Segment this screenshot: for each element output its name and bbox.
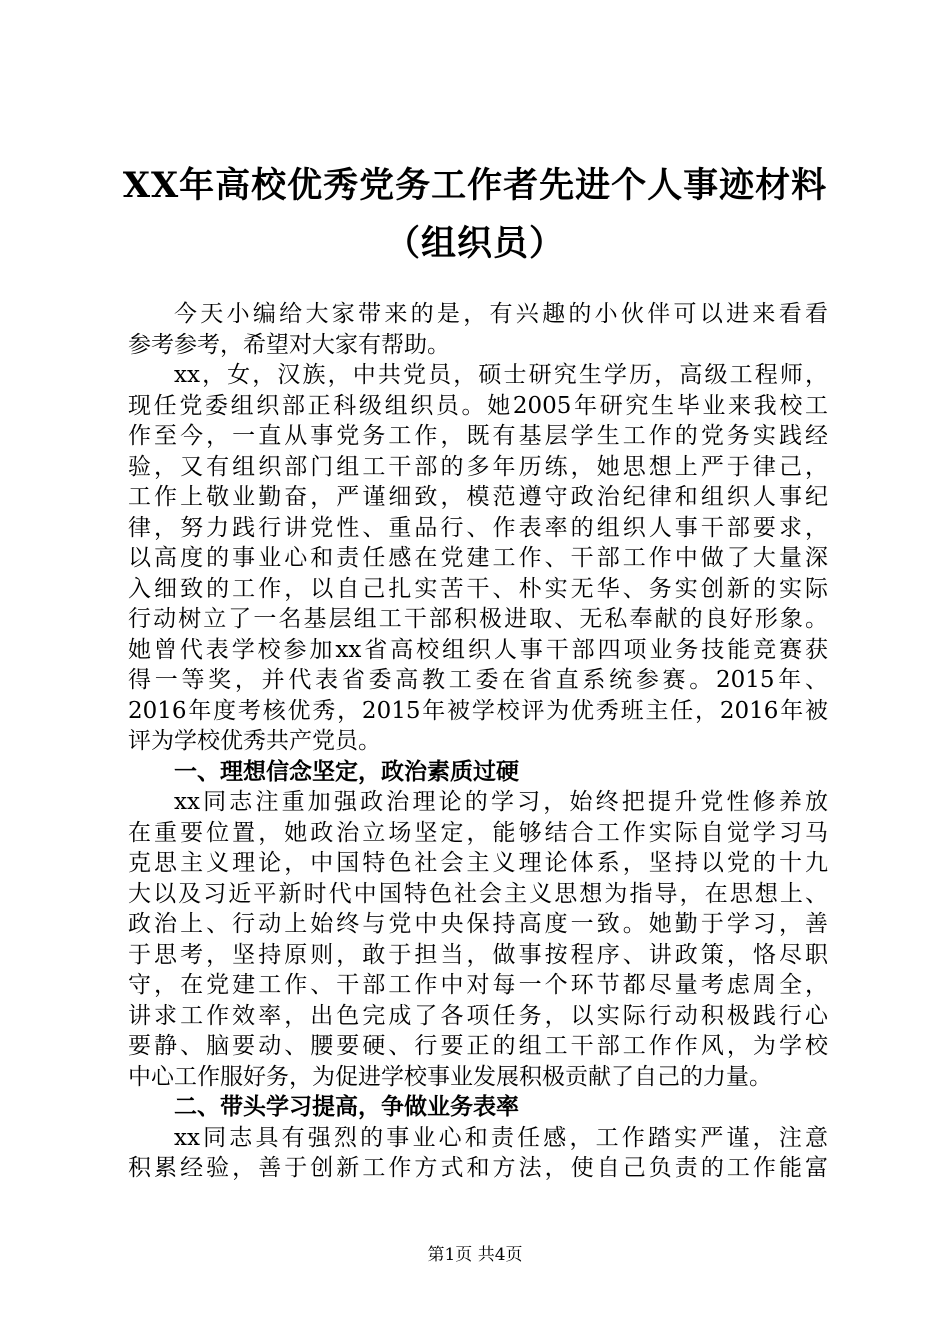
body-paragraph (128, 1123, 828, 1184)
paragraph-line: 守，在党建工作、干部工作中对每一个环节都尽量考虑周全， (128, 972, 828, 998)
paragraph-line: xx同志具有强烈的事业心和责任感，工作踏实严谨，注意 (174, 1124, 828, 1151)
paragraph-line: 2016年度考核优秀，2015年被学校评为优秀班主任，2016年被 (128, 697, 828, 724)
paragraph-line: 律，努力践行讲党性、重品行、作表率的组织人事干部要求， (128, 514, 828, 541)
section-heading: 二、带头学习提高，争做业务表率 (174, 1093, 519, 1120)
paragraph-line: 讲求工作效率，出色完成了各项任务，以实际行动积极践行心 (128, 1002, 828, 1029)
paragraph-line: 于思考，坚持原则，敢于担当，做事按程序、讲政策，恪尽职 (128, 941, 828, 968)
paragraph-line: 克思主义理论，中国特色社会主义理论体系，坚持以党的十九 (128, 850, 828, 876)
paragraph-line: 积累经验，善于创新工作方式和方法，使自己负责的工作能富 (128, 1155, 828, 1181)
paragraph-line: 政治上、行动上始终与党中央保持高度一致。她勤于学习，善 (128, 911, 828, 937)
paragraph-line: xx，女，汉族，中共党员，硕士研究生学历，高级工程师， (174, 362, 828, 388)
paragraph-line: 验，又有组织部门组工干部的多年历练，她思想上严于律己， (128, 453, 828, 480)
paragraph-line: 大以及习近平新时代中国特色社会主义思想为指导，在思想上、 (128, 880, 828, 907)
paragraph-line: xx同志注重加强政治理论的学习，始终把提升党性修养放 (174, 789, 828, 815)
paragraph-line: 工作上敬业勤奋，严谨细致，模范遵守政治纪律和组织人事纪 (128, 484, 828, 510)
paragraph-line: 评为学校优秀共产党员。 (128, 728, 381, 754)
body-paragraph (128, 299, 828, 360)
paragraph-line: 参考参考，希望对大家有帮助。 (128, 331, 450, 358)
paragraph-line: 她曾代表学校参加xx省高校组织人事干部四项业务技能竞赛获 (128, 636, 828, 663)
paragraph-line: 今天小编给大家带来的是，有兴趣的小伙伴可以进来看看 (174, 301, 828, 327)
paragraph-line: 作至今，一直从事党务工作，既有基层学生工作的党务实践经 (128, 423, 828, 449)
document-subtitle: （组织员） (384, 223, 565, 264)
paragraph-line: 要静、脑要动、腰要硬、行要正的组工干部工作作风，为学校 (128, 1033, 828, 1059)
section-heading: 一、理想信念坚定，政治素质过硬 (174, 757, 519, 785)
document-title: XX年高校优秀党务工作者先进个人事迹材料 (122, 165, 828, 206)
paragraph-line: 在重要位置，她政治立场坚定，能够结合工作实际自觉学习马 (128, 819, 828, 846)
paragraph-line: 行动树立了一名基层组工干部积极进取、无私奉献的良好形象。 (128, 606, 828, 632)
paragraph-line: 得一等奖，并代表省委高教工委在省直系统参赛。2015年、 (128, 667, 828, 693)
body-paragraph (128, 360, 828, 757)
paragraph-line: 中心工作服好务，为促进学校事业发展积极贡献了自己的力量。 (128, 1063, 772, 1090)
page-footer: 第1页 共4页 (427, 1245, 523, 1265)
paragraph-line: 入细致的工作，以自己扎实苦干、朴实无华、务实创新的实际 (128, 575, 828, 602)
document-body (128, 299, 828, 1184)
paragraph-line: 现任党委组织部正科级组织员。她2005年研究生毕业来我校工 (128, 392, 828, 419)
body-paragraph (128, 787, 828, 1092)
paragraph-line: 以高度的事业心和责任感在党建工作、干部工作中做了大量深 (128, 545, 828, 571)
